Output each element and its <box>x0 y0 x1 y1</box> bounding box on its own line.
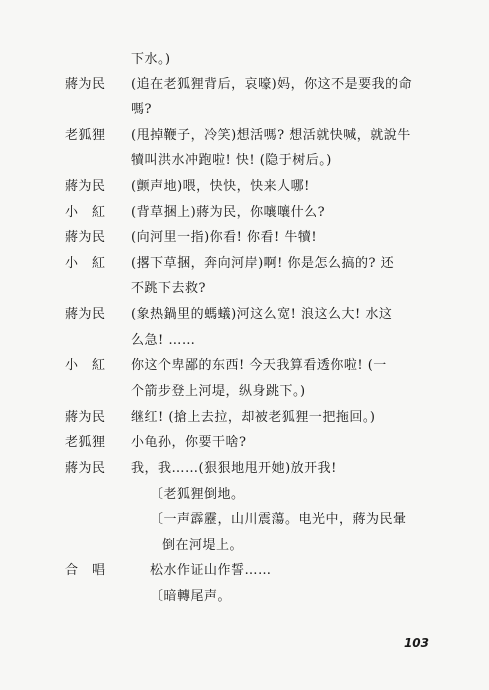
text-line: 下水。) <box>131 52 171 67</box>
text-line: 嗎? <box>131 102 152 117</box>
text-line: 我，我……(狠狠地甩开她)放开我! <box>131 461 337 476</box>
speaker-name: 蔣为民 <box>65 77 106 92</box>
speaker-name: 蔣为民 <box>65 410 106 425</box>
speaker-name: 小 紅 <box>65 256 106 271</box>
text-line: (背草捆上)蔣为民，你嚷嚷什么? <box>131 205 326 220</box>
stage-direction: 〔一声霹靂，山川震蕩。电光中，蔣为民暈 <box>150 512 407 527</box>
speaker-name: 老狐狸 <box>65 435 106 450</box>
text-line: 小龟孙，你要干啥? <box>131 435 247 450</box>
text-line: 继红! (搶上去拉，却被老狐狸一把拖回。) <box>131 410 376 425</box>
speaker-name: 合 唱 <box>65 563 106 578</box>
text-line: (甩掉鞭子，冷笑)想活嗎? 想活就快喊，就說牛 <box>131 128 411 143</box>
page-number: 103 <box>403 636 429 650</box>
stage-direction: 倒在河堤上。 <box>162 538 244 553</box>
stage-direction: 〔暗轉尾声。 <box>150 589 232 604</box>
speaker-name: 老狐狸 <box>65 128 106 143</box>
text-line: 你这个卑鄙的东西! 今天我算看透你啦! (一 <box>131 358 387 373</box>
text-line: (象热鍋里的螞蟻)河这么宽! 浪这么大! 水这 <box>131 307 393 322</box>
text-line: (撂下草捆，奔向河岸)啊! 你是怎么搞的? 还 <box>131 256 395 271</box>
text-line: 松水作证山作誓…… <box>150 563 272 578</box>
speaker-name: 蔣为民 <box>65 179 106 194</box>
text-line: 个箭步登上河堤，纵身跳下。) <box>131 384 306 399</box>
speaker-name: 小 紅 <box>65 358 106 373</box>
speaker-name: 蔣为民 <box>65 230 106 245</box>
speaker-name: 蔣为民 <box>65 307 106 322</box>
text-line: (追在老狐狸背后，哀嚎)妈，你这不是要我的命 <box>131 77 413 92</box>
text-line: (向河里一指)你看! 你看! 牛犢! <box>131 230 318 245</box>
stage-direction: 〔老狐狸倒地。 <box>150 487 245 502</box>
speaker-name: 小 紅 <box>65 205 106 220</box>
speaker-name: 蔣为民 <box>65 461 106 476</box>
text-line: 么急! …… <box>131 333 196 348</box>
text-line: (颤声地)喂，快快，快来人哪! <box>131 179 310 194</box>
text-line: 不跳下去救? <box>131 281 206 296</box>
text-line: 犢叫洪水冲跑啦! 快! (隐于树后。) <box>131 153 332 168</box>
